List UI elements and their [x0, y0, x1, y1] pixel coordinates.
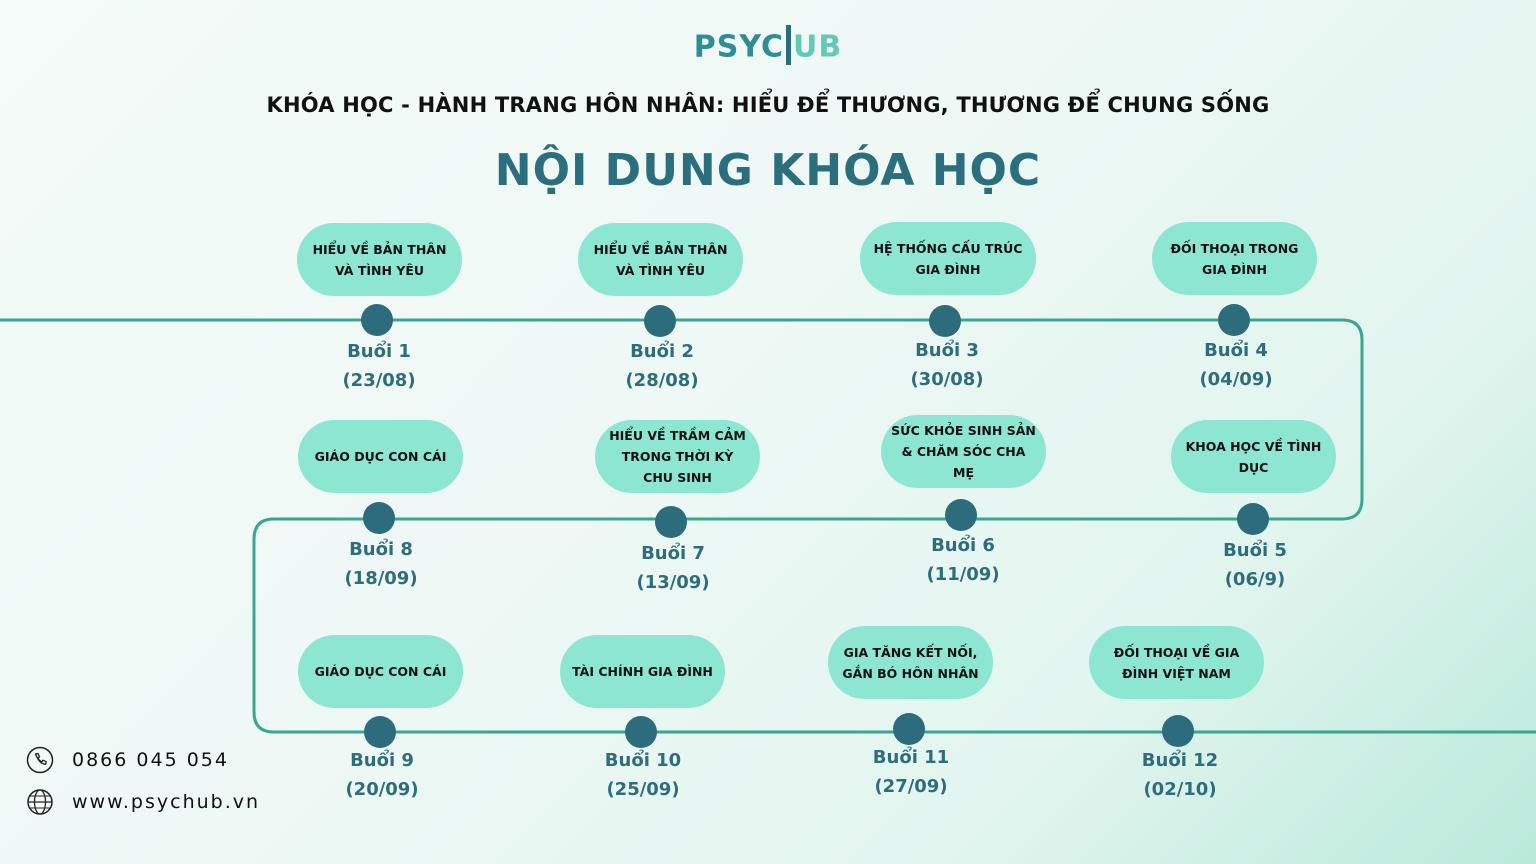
session-date: (04/09)	[1199, 369, 1273, 390]
timeline-dot-8	[363, 502, 395, 534]
session-label-7	[593, 539, 753, 597]
timeline-dot-7	[655, 506, 687, 538]
timeline-dot-5	[1237, 503, 1269, 535]
topic-pill-1: HIỂU VỀ BẢN THÂN VÀ TÌNH YÊU	[297, 223, 462, 296]
timeline-dot-12	[1162, 715, 1194, 747]
topic-pill-10: TÀI CHÍNH GIA ĐÌNH	[560, 635, 725, 708]
session-date: (30/08)	[910, 369, 984, 390]
logo-text-1: PSYC	[693, 29, 785, 65]
session-date: (18/09)	[344, 568, 418, 589]
session-date: (23/08)	[342, 370, 416, 391]
session-number: Buổi 5	[1223, 540, 1287, 561]
session-number: Buổi 12	[1141, 750, 1219, 771]
topic-pill-3: HỆ THỐNG CẤU TRÚC GIA ĐÌNH	[860, 222, 1036, 295]
page-title: NỘI DUNG KHÓA HỌC	[494, 145, 1042, 196]
course-subtitle: KHÓA HỌC - HÀNH TRANG HÔN NHÂN: HIỂU ĐỂ THƯƠNG, THƯƠNG ĐỂ CHUNG SỐNG	[266, 93, 1270, 117]
topic-pill-12: ĐỐI THOẠI VỀ GIA ĐÌNH VIỆT NAM	[1089, 626, 1264, 699]
phone-number: 0866 045 054	[72, 749, 229, 771]
session-number: Buổi 11	[872, 747, 950, 768]
session-number: Buổi 8	[349, 539, 413, 560]
timeline-dot-4	[1218, 304, 1250, 336]
logo-text-2: UB	[793, 29, 843, 65]
topic-pill-6: SỨC KHỎE SINH SẢN & CHĂM SÓC CHA MẸ	[881, 415, 1046, 488]
website-url: www.psychub.vn	[72, 791, 261, 813]
session-label-9	[302, 746, 462, 804]
topic-pill-5: KHOA HỌC VỀ TÌNH DỤC	[1171, 420, 1336, 493]
phone-icon	[26, 746, 54, 774]
session-number: Buổi 10	[604, 750, 682, 771]
timeline-dot-1	[361, 304, 393, 336]
session-label-8	[301, 535, 461, 593]
session-number: Buổi 4	[1204, 340, 1268, 361]
topic-pill-11: GIA TĂNG KẾT NỐI, GẮN BÓ HÔN NHÂN	[828, 626, 993, 699]
website-contact	[26, 788, 260, 816]
topic-pill-4: ĐỐI THOẠI TRONG GIA ĐÌNH	[1152, 222, 1317, 295]
timeline-dot-11	[893, 713, 925, 745]
session-date: (06/9)	[1224, 569, 1286, 590]
session-date: (11/09)	[926, 564, 1000, 585]
session-label-6	[883, 531, 1043, 589]
session-label-11	[831, 743, 991, 801]
session-number: Buổi 3	[915, 340, 979, 361]
session-label-5	[1175, 536, 1335, 594]
timeline-dot-9	[364, 716, 396, 748]
timeline-dot-2	[644, 305, 676, 337]
session-date: (27/09)	[874, 776, 948, 797]
timeline-dot-10	[625, 716, 657, 748]
session-number: Buổi 7	[641, 543, 705, 564]
session-date: (02/10)	[1143, 779, 1217, 800]
session-label-4	[1156, 336, 1316, 394]
session-number: Buổi 1	[347, 341, 411, 362]
session-label-3	[867, 336, 1027, 394]
topic-pill-2: HIỂU VỀ BẢN THÂN VÀ TÌNH YÊU	[578, 223, 743, 296]
topic-pill-9: GIÁO DỤC CON CÁI	[298, 635, 463, 708]
timeline-dot-3	[929, 305, 961, 337]
session-label-2	[582, 337, 742, 395]
session-number: Buổi 2	[630, 341, 694, 362]
session-label-12	[1100, 746, 1260, 804]
topic-pill-8: GIÁO DỤC CON CÁI	[298, 420, 463, 493]
globe-icon	[26, 788, 54, 816]
session-label-10	[563, 746, 723, 804]
session-date: (20/09)	[345, 779, 419, 800]
session-number: Buổi 6	[931, 535, 995, 556]
session-number: Buổi 9	[350, 750, 414, 771]
session-date: (13/09)	[636, 572, 710, 593]
session-date: (25/09)	[606, 779, 680, 800]
phone-contact	[26, 746, 229, 774]
timeline-dot-6	[945, 499, 977, 531]
topic-pill-7: HIỂU VỀ TRẦM CẢM TRONG THỜI KỲ CHU SINH	[595, 420, 760, 493]
session-label-1	[299, 337, 459, 395]
session-date: (28/08)	[625, 370, 699, 391]
